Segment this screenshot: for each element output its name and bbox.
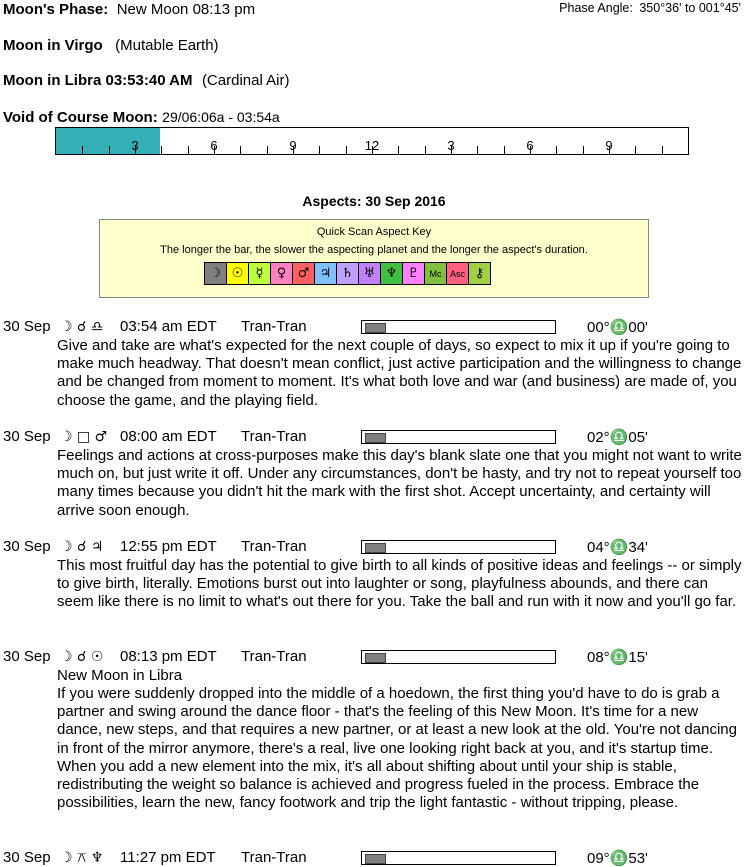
aspect-date: 30 Sep (3, 318, 51, 335)
aspect-duration-fill (365, 543, 386, 553)
moon-sign-value-2: (Cardinal Air) (201, 72, 290, 89)
venus-icon: ♀ (271, 263, 293, 284)
timeline-tick (240, 146, 241, 154)
saturn-icon: ♄ (337, 263, 359, 284)
aspect-symbols: ☽ ⚻ ♆ (60, 850, 104, 866)
timeline-tick (319, 146, 320, 154)
aspect-key-description: The longer the bar, the slower the aspecting planet and the longer the aspect's duration. (160, 244, 588, 256)
timeline-tick (267, 146, 268, 154)
timeline-tick (583, 146, 584, 154)
moon-phase-row (3, 1, 255, 19)
moon-sign-row-1 (3, 37, 219, 55)
aspect-duration-bar (361, 851, 556, 865)
aspect-description: Give and take are what's expected for the next couple of days, so expect to mix it up if you're going to make much headway. That doesn't mean conflict, just active participation and the willingness to change and be changed from moment to moment. It's what both love and war (and business) are made of, you choose the game, and the playing field. (57, 337, 742, 409)
timeline-tick (109, 146, 110, 154)
void-of-course-timeline (55, 127, 689, 155)
timeline-tick (188, 146, 189, 154)
void-of-course-value: 29/06:06a - 03:54a (162, 109, 280, 125)
aspect-duration-fill (365, 433, 386, 443)
aspect-duration-bar (361, 430, 556, 444)
moon-sign-row-2 (3, 72, 289, 90)
mars-icon: ♂ (293, 263, 315, 284)
aspect-degree: 08°♎15' (587, 649, 648, 666)
phase-angle-row (559, 1, 741, 15)
aspect-symbols: ☽ ☌ ♎ (60, 319, 104, 335)
timeline-hour-label: 3 (447, 138, 455, 153)
neptune-icon: ♆ (381, 263, 403, 284)
void-of-course-label: Void of Course Moon: (3, 109, 158, 126)
aspect-duration-fill (365, 854, 386, 864)
aspects-title: Aspects: 30 Sep 2016 (302, 193, 446, 209)
timeline-hour-label: 12 (364, 138, 380, 153)
jupiter-icon: ♃ (315, 263, 337, 284)
aspect-key-title: Quick Scan Aspect Key (316, 226, 432, 238)
aspect-duration-fill (365, 323, 386, 333)
aspect-time: 11:27 pm EDT (120, 849, 216, 866)
aspect-time: 08:13 pm EDT (120, 648, 217, 665)
uranus-icon: ♅ (359, 263, 381, 284)
sun-icon: ☉ (227, 263, 249, 284)
timeline-tick (662, 146, 663, 154)
aspect-date: 30 Sep (3, 648, 51, 665)
timeline-hour-label: 3 (131, 138, 139, 153)
timeline-tick (398, 146, 399, 154)
aspect-symbols: ☽ □ ♂ (60, 429, 108, 445)
timeline-tick (504, 146, 505, 154)
moon-sign-label-2: Moon in Libra 03:53:40 AM (3, 72, 193, 89)
aspect-description: Feelings and actions at cross-purposes make this day's blank slate one that you might not want to write much on, but just write it off. Under any circumstances, don't be hasty, and try not to repeat yourself too many times because you didn't hit the mark with the first shot. Accept uncertainty, and certainty will arrive soon enough. (57, 447, 742, 519)
midheaven-icon: Mc (425, 263, 447, 284)
aspect-duration-bar (361, 320, 556, 334)
aspect-subtitle: New Moon in Libra (57, 667, 183, 684)
ascendant-icon: Asc (447, 263, 469, 284)
aspect-type: Tran-Tran (241, 849, 307, 866)
aspect-time: 03:54 am EDT (120, 318, 217, 335)
aspect-degree: 04°♎34' (587, 539, 648, 556)
moon-phase-label: Moon's Phase: (3, 1, 109, 18)
aspect-time: 08:00 am EDT (120, 428, 217, 445)
timeline-hour-label: 6 (210, 138, 218, 153)
moon-sign-label-1: Moon in Virgo (3, 37, 103, 54)
aspect-key-planets (204, 262, 491, 285)
aspect-duration-bar (361, 540, 556, 554)
aspect-degree: 00°♎00' (587, 319, 648, 336)
timeline-tick (161, 146, 162, 154)
timeline-hour-label: 9 (289, 138, 297, 153)
aspect-description: If you were suddenly dropped into the middle of a hoedown, the first thing you'd have to do is grab a partner and swing around the dance floor - that's the feeling of this New Moon. It's time for a new dance, new steps, and that requires a new partner, or at least a new look at the old. You're not dancing in front of the mirror anymore, there's a real, live one looking right back at you, and it's startup time. When you add a new element into the mix, it's all about shifting about until your ship is stable, redistributing the weight so balance is achieved and progress fueled in the process. Embrace the possibilities, learn the new, fancy footwork and trip the light fantastic - without tripping, please. (57, 685, 737, 812)
timeline-hour-label: 6 (526, 138, 534, 153)
chiron-icon: ⚷ (469, 263, 490, 284)
aspect-type: Tran-Tran (241, 428, 307, 445)
aspect-duration-fill (365, 653, 386, 663)
aspect-date: 30 Sep (3, 428, 51, 445)
aspect-type: Tran-Tran (241, 648, 307, 665)
timeline-tick (556, 146, 557, 154)
timeline-tick (82, 146, 83, 154)
aspect-key-box (99, 219, 649, 298)
timeline-hour-label: 9 (605, 138, 613, 153)
timeline-tick (635, 146, 636, 154)
phase-angle-value: 350°36' to 001°45' (639, 1, 741, 15)
moon-phase-value: New Moon 08:13 pm (116, 1, 256, 18)
aspect-degree: 09°♎53' (587, 850, 648, 867)
aspect-date: 30 Sep (3, 849, 51, 866)
moon-sign-value-1: (Mutable Earth) (115, 37, 219, 54)
timeline-tick (425, 146, 426, 154)
phase-angle-label: Phase Angle: (559, 1, 633, 15)
aspect-symbols: ☽ ☌ ♃ (60, 539, 104, 555)
timeline-tick (346, 146, 347, 154)
aspect-date: 30 Sep (3, 538, 51, 555)
pluto-icon: ♇ (403, 263, 425, 284)
aspect-symbols: ☽ ☌ ☉ (60, 649, 104, 665)
timeline-tick (477, 146, 478, 154)
aspect-description: This most fruitful day has the potential to give birth to all kinds of positive ideas and feelings -- or simply to give birth, literally. Emotions burst out into laughter or song, playfulness abounds, and there can seem like there is no limit to what's out there for you. Take the ball and run with it now and you'll go far. (57, 557, 742, 611)
aspect-type: Tran-Tran (241, 538, 307, 555)
mercury-icon: ☿ (249, 263, 271, 284)
aspect-time: 12:55 pm EDT (120, 538, 217, 555)
moon-icon: ☽ (205, 263, 227, 284)
aspect-degree: 02°♎05' (587, 429, 648, 446)
aspect-duration-bar (361, 650, 556, 664)
void-of-course-row (3, 109, 280, 127)
aspect-type: Tran-Tran (241, 318, 307, 335)
